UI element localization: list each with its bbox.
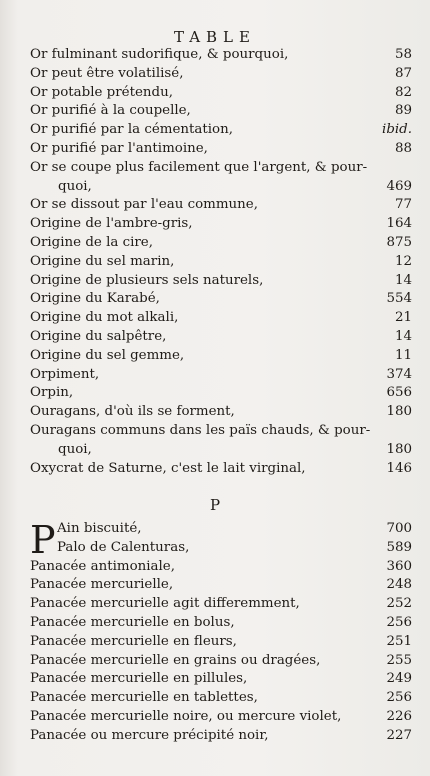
index-entry: Origine du sel gemme, 11 [30, 347, 412, 363]
index-entry: Ouragans, d'où ils se forment, 180 [30, 404, 412, 420]
index-entry: Palo de Calenturas, 589 [57, 539, 412, 555]
section-letter: P [209, 496, 221, 514]
index-entry: Oxycrat de Saturne, c'est le lait virginal, 146 [30, 460, 412, 476]
index-entry: Origine du sel marin, 12 [30, 253, 412, 269]
index-entry: Panacée mercurielle en tablettes, 256 [30, 690, 412, 706]
running-header: TABLE [174, 28, 256, 46]
index-entry: Panacée mercurielle agit differemment, 252 [30, 596, 412, 612]
index-entry: Panacée ou mercure précipité noir, 227 [30, 727, 412, 743]
index-entry: Panacée mercurielle en fleurs, 251 [30, 633, 412, 649]
index-entry: Or peut être volatilisé, 87 [30, 65, 412, 81]
drop-cap: P [30, 518, 56, 562]
index-entry: Panacée antimoniale, 360 [30, 558, 412, 574]
index-entry: Panacée mercurielle en grains ou dragées, 255 [30, 652, 412, 668]
index-entry: Ouragans communs dans les païs chauds, & pour- [30, 422, 371, 438]
index-entry: Or potable prétendu, 82 [30, 84, 412, 100]
index-section-p [30, 520, 412, 746]
index-entry-continuation: quoi, 180 [58, 441, 412, 457]
index-entry: Or se dissout par l'eau commune, 77 [30, 197, 412, 213]
index-entry: Or fulminant sudorifique, & pourquoi, 58 [30, 47, 412, 62]
index-entry: Origine de l'ambre-gris, 164 [30, 216, 412, 232]
index-entry: Orpiment, 374 [30, 366, 412, 382]
index-section-o [30, 46, 412, 478]
index-entry: Ain biscuité, 700 [57, 521, 412, 536]
index-entry: Or purifié à la coupelle, 89 [30, 103, 412, 119]
index-entry: Origine du mot alkali, 21 [30, 310, 412, 326]
index-entry: Orpin, 656 [30, 385, 412, 401]
index-entry: Or purifié par l'antimoine, 88 [30, 140, 412, 156]
index-entry: Origine de la cire, 875 [30, 234, 412, 250]
index-entry: Or purifié par la cémentation, ibid. [30, 122, 412, 138]
index-entry: Panacée mercurielle noire, ou mercure violet, 226 [30, 708, 412, 724]
index-entry: Or se coupe plus facilement que l'argent, & pour- [30, 159, 368, 175]
index-entry: Origine du salpêtre, 14 [30, 328, 412, 344]
index-entry-continuation: quoi, 469 [58, 178, 412, 194]
index-entry: Panacée mercurielle, 248 [30, 577, 412, 593]
index-entry: Panacée mercurielle en pillules, 249 [30, 671, 412, 687]
index-entry: Panacée mercurielle en bolus, 256 [30, 614, 412, 630]
index-entry: Origine de plusieurs sels naturels, 14 [30, 272, 412, 288]
index-entry: Origine du Karabé, 554 [30, 291, 412, 307]
